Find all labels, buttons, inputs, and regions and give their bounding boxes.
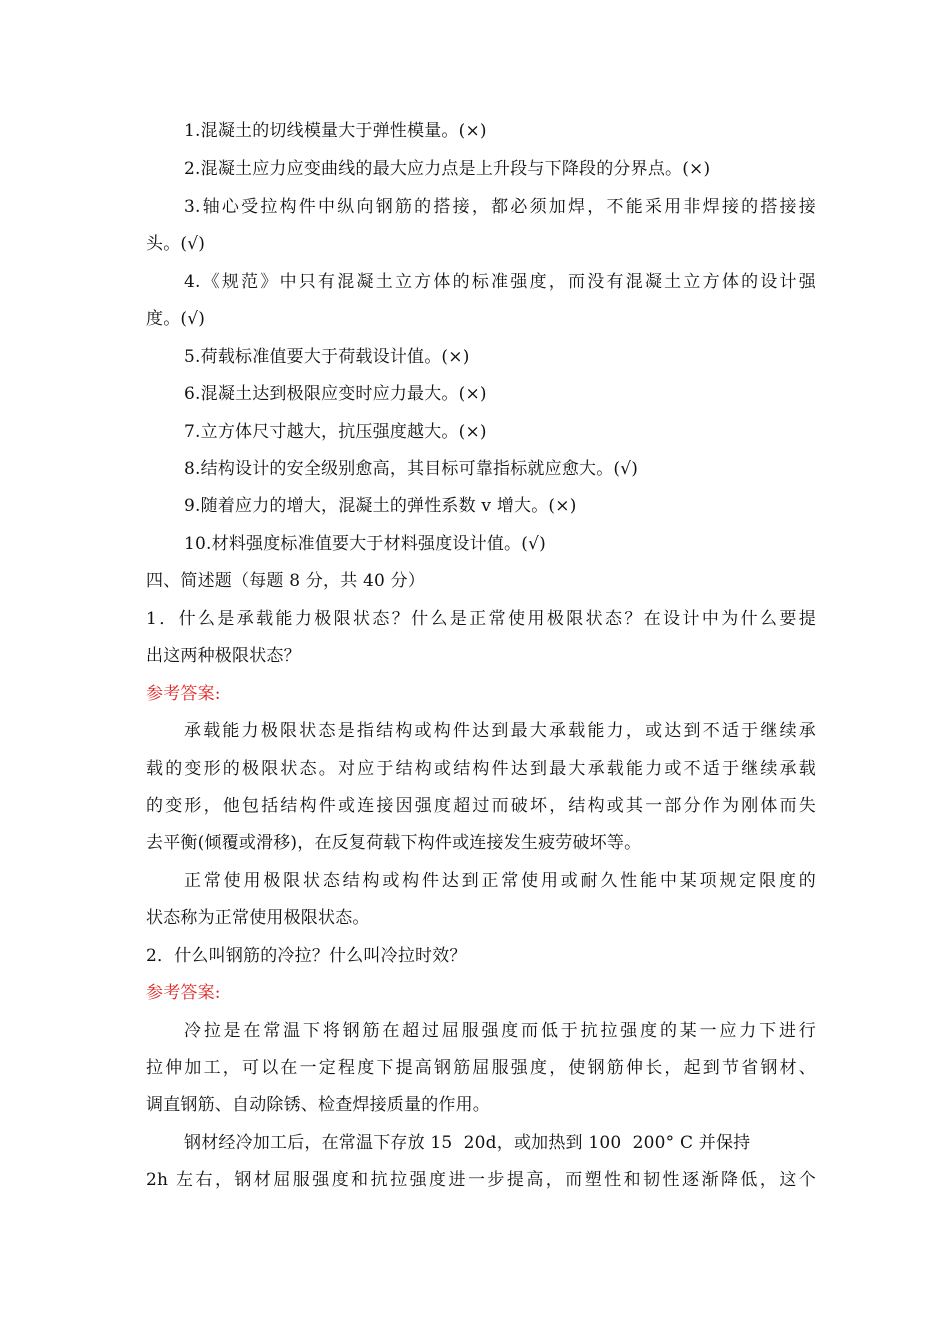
answer-label-2: 参考答案:: [146, 983, 221, 1003]
judgment-item-4-cont: 度。(√): [146, 309, 206, 329]
judgment-item-4: 4.《规范》中只有混凝土立方体的标准强度，而没有混凝土立方体的设计强: [184, 272, 816, 292]
answer-1-para-1-line-2: 载的变形的极限状态。对应于结构或结构件达到最大承载能力或不适于继续承载: [146, 759, 816, 779]
judgment-item-3-cont: 头。(√): [146, 234, 206, 254]
answer-2-para-2-line-1: 钢材经冷加工后，在常温下存放 15 20d，或加热到 100 200° C 并保持: [184, 1133, 751, 1153]
judgment-item-1: 1.混凝土的切线模量大于弹性模量。(×): [184, 121, 487, 141]
question-2: 2．什么叫钢筋的冷拉？什么叫冷拉时效？: [146, 946, 467, 966]
question-1-cont: 出这两种极限状态？: [146, 646, 301, 666]
question-1: 1．什么是承载能力极限状态？什么是正常使用极限状态？在设计中为什么要提: [146, 609, 816, 629]
answer-1-para-1-line-4: 去平衡(倾覆或滑移)，在反复荷载下构件或连接发生疲劳破坏等。: [146, 833, 642, 853]
answer-2-para-1-line-3: 调直钢筋、自动除锈、检查焊接质量的作用。: [146, 1095, 490, 1115]
answer-1-para-2-line-1: 正常使用极限状态结构或构件达到正常使用或耐久性能中某项规定限度的: [184, 871, 816, 891]
answer-2-para-1-line-1: 冷拉是在常温下将钢筋在超过屈服强度而低于抗拉强度的某一应力下进行: [184, 1021, 816, 1041]
answer-label-1: 参考答案:: [146, 684, 221, 704]
answer-1-para-1-line-1: 承载能力极限状态是指结构或构件达到最大承载能力，或达到不适于继续承: [184, 721, 816, 741]
judgment-item-6: 6.混凝土达到极限应变时应力最大。(×): [184, 384, 487, 404]
judgment-item-10: 10.材料强度标准值要大于材料强度设计值。(√): [184, 534, 546, 554]
judgment-item-7: 7.立方体尺寸越大，抗压强度越大。(×): [184, 422, 487, 442]
judgment-item-3: 3.轴心受拉构件中纵向钢筋的搭接，都必须加焊，不能采用非焊接的搭接接: [184, 197, 816, 217]
answer-2-para-1-line-2: 拉伸加工，可以在一定程度下提高钢筋屈服强度，使钢筋伸长，起到节省钢材、: [146, 1058, 816, 1078]
section-heading: 四、简述题（每题 8 分，共 40 分）: [146, 571, 426, 591]
judgment-item-8: 8.结构设计的安全级别愈高，其目标可靠指标就应愈大。(√): [184, 459, 639, 479]
answer-1-para-1-line-3: 的变形，他包括结构件或连接因强度超过而破坏，结构或其一部分作为刚体而失: [146, 796, 816, 816]
judgment-item-5: 5.荷载标准值要大于荷载设计值。(×): [184, 347, 470, 367]
answer-2-para-2-line-2: 2h 左右，钢材屈服强度和抗拉强度进一步提高，而塑性和韧性逐渐降低，这个: [146, 1170, 816, 1190]
judgment-item-2: 2.混凝土应力应变曲线的最大应力点是上升段与下降段的分界点。(×): [184, 159, 711, 179]
judgment-item-9: 9.随着应力的增大，混凝土的弹性系数 v 增大。(×): [184, 496, 577, 516]
answer-1-para-2-line-2: 状态称为正常使用极限状态。: [146, 908, 370, 928]
